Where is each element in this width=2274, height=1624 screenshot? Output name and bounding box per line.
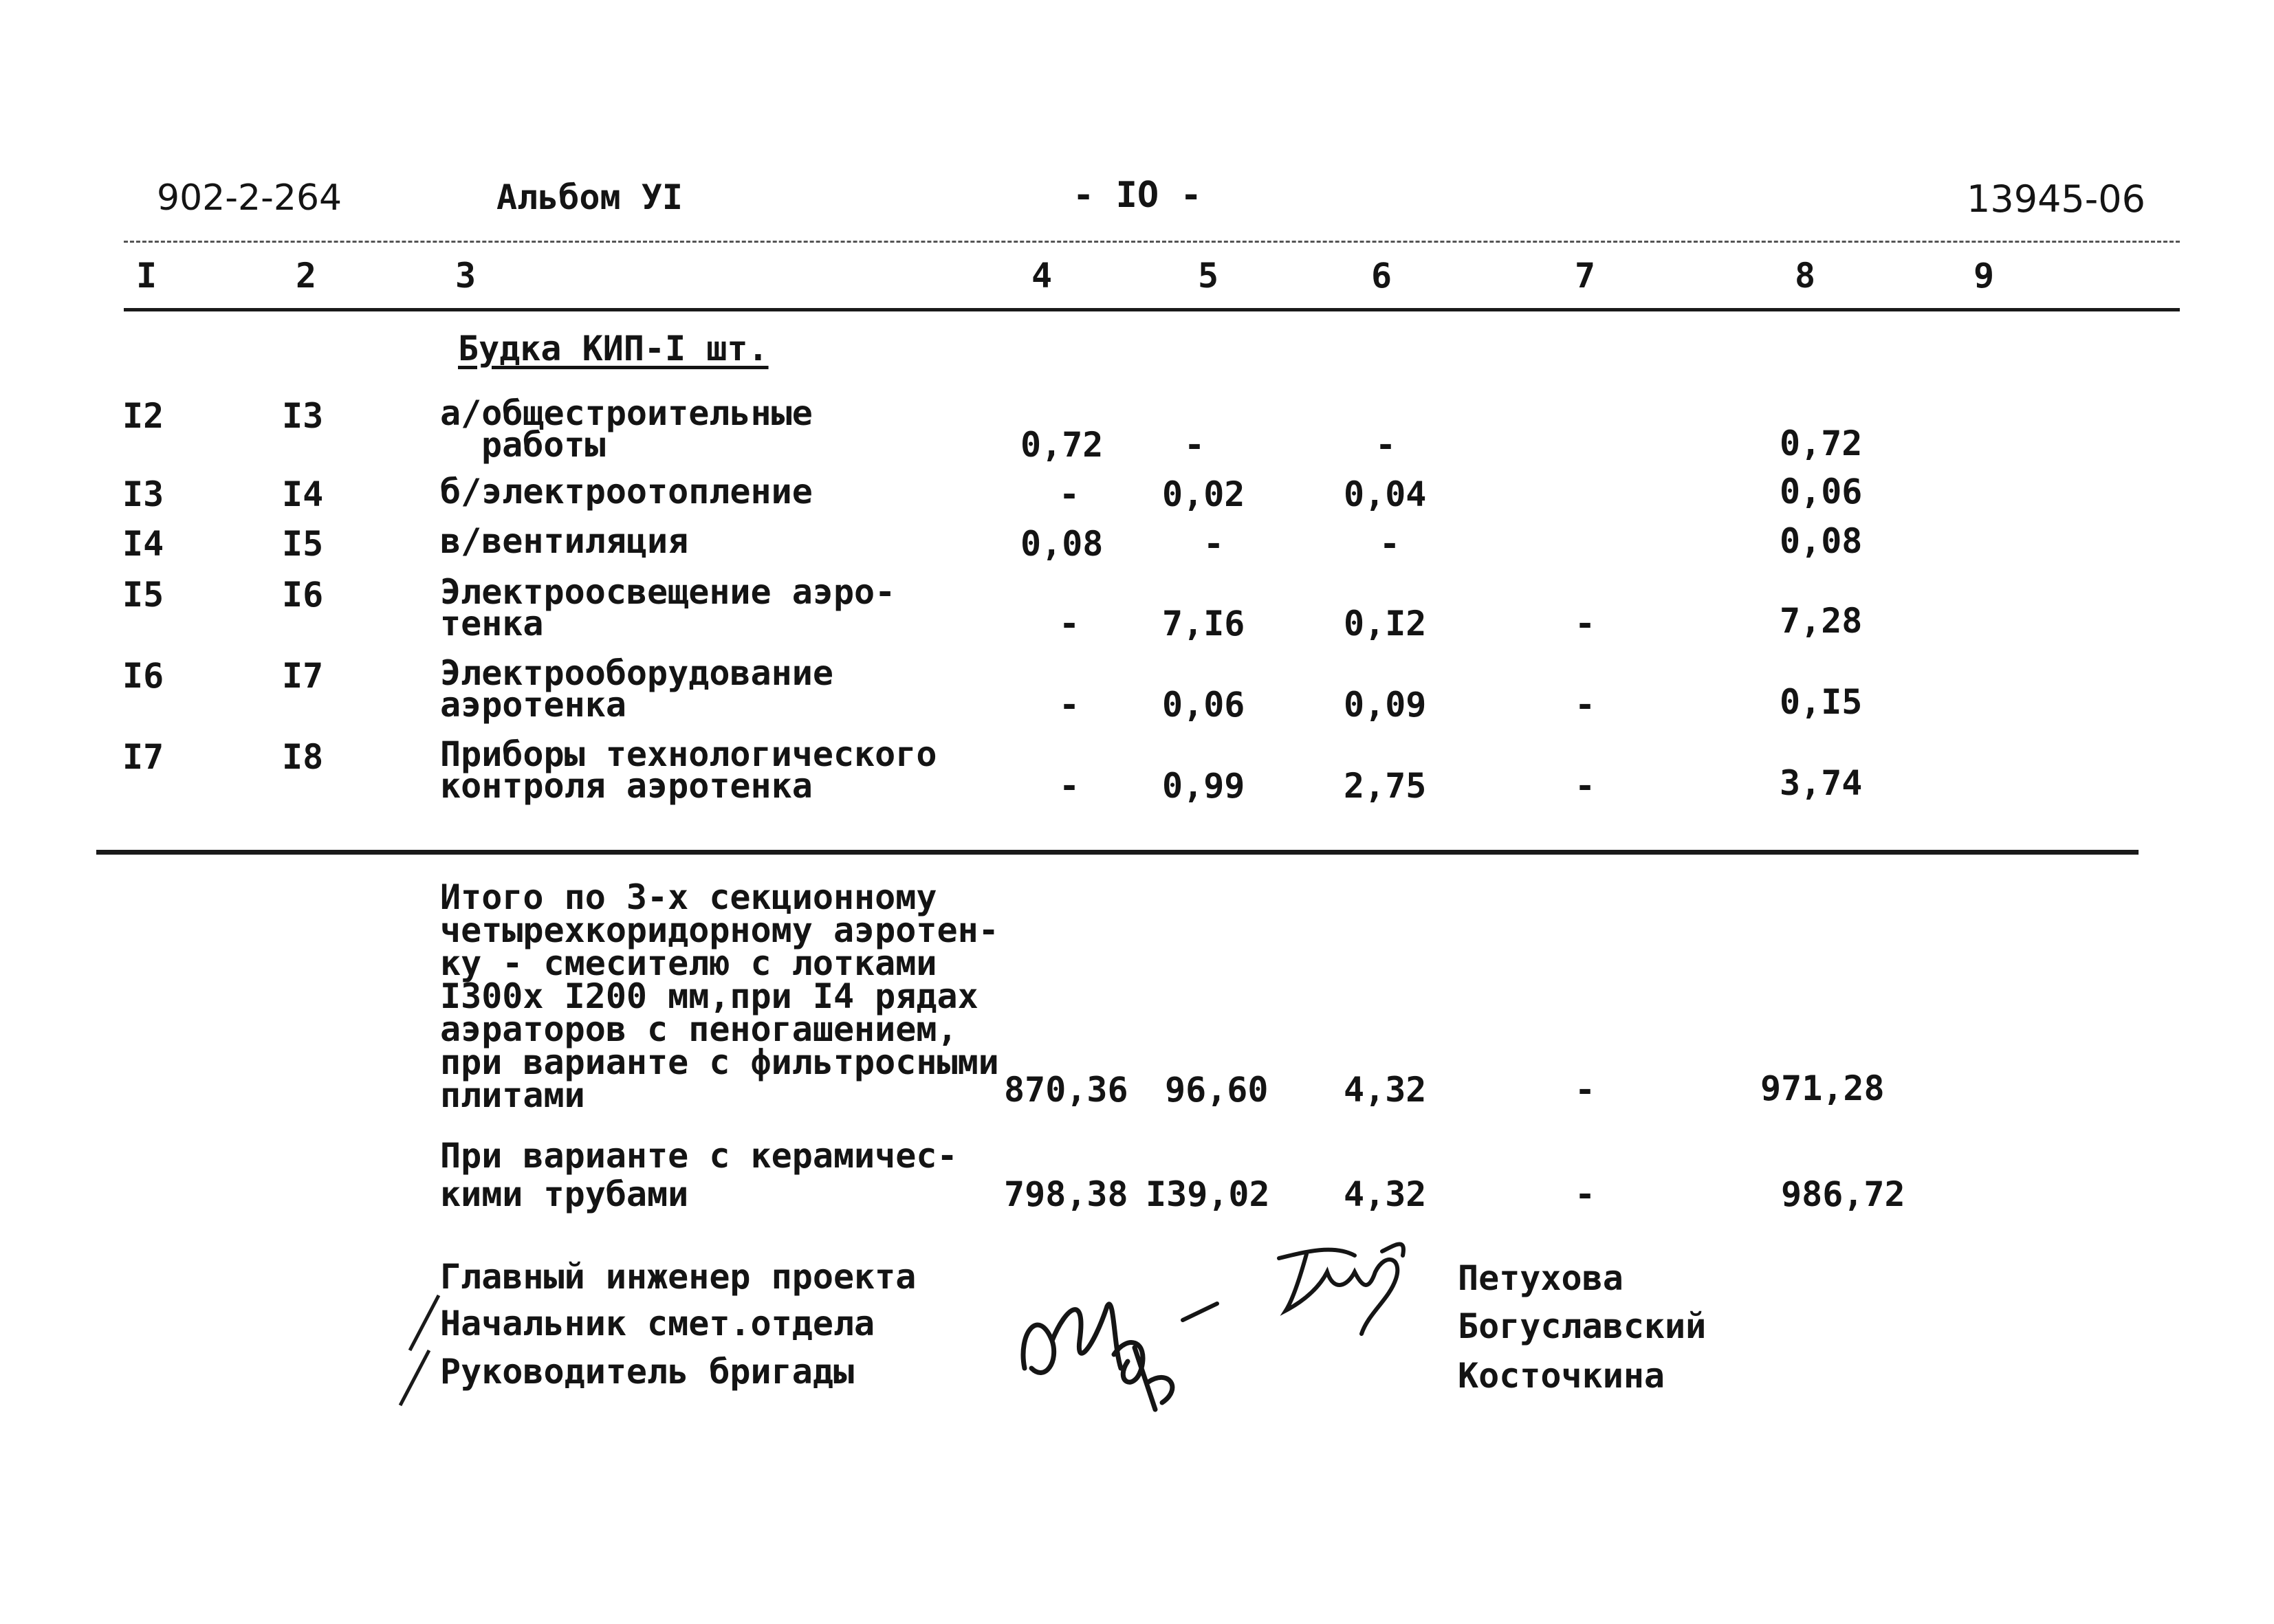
total-col7: - <box>1575 1070 1596 1110</box>
value-col4: 0,08 <box>1020 524 1104 564</box>
album-label: Альбом УI <box>496 177 683 217</box>
handwritten-signature <box>1011 1265 1217 1423</box>
item-number: I6 <box>282 575 324 615</box>
total-text-line: ку - смесителю с лотками <box>440 943 937 983</box>
total-col5: 96,60 <box>1165 1070 1269 1110</box>
signature-name: Косточкина <box>1458 1356 1665 1396</box>
doc-number: 902-2-264 <box>157 177 342 219</box>
value-col4: - <box>1059 474 1080 514</box>
value-col4: 0,72 <box>1020 425 1104 465</box>
value-col5: 7,I6 <box>1162 604 1245 644</box>
value-col4: - <box>1059 604 1080 644</box>
signature-role: Главный инженер проекта <box>440 1257 917 1297</box>
row-index: I4 <box>122 524 164 564</box>
signature-role: Руководитель бригады <box>440 1352 855 1392</box>
row-index: I5 <box>122 575 164 615</box>
item-name-line2: аэротенка <box>440 685 626 725</box>
value-col8: 0,08 <box>1780 521 1863 561</box>
column-number-8: 8 <box>1795 256 1816 296</box>
variant-col5: I39,02 <box>1146 1174 1270 1214</box>
total-text-line: плитами <box>440 1075 585 1115</box>
archive-number: 13945-06 <box>1967 177 2145 221</box>
signature-name: Петухова <box>1458 1258 1623 1298</box>
total-text-line: I300х I200 мм,при I4 рядах <box>440 976 979 1016</box>
variant-col8: 986,72 <box>1781 1174 1905 1214</box>
value-col8: 0,I5 <box>1780 682 1863 722</box>
item-number: I8 <box>282 737 324 777</box>
row-index: I7 <box>122 737 164 777</box>
signature-role: Начальник смет.отдела <box>440 1304 875 1343</box>
variant-col4: 798,38 <box>1004 1174 1128 1214</box>
value-col5: 0,99 <box>1162 766 1245 806</box>
row-index: I6 <box>122 656 164 696</box>
item-name-line2: контроля аэротенка <box>440 766 813 806</box>
value-col6: 2,75 <box>1344 766 1427 806</box>
column-number-3: 3 <box>455 256 477 296</box>
total-col6: 4,32 <box>1344 1070 1427 1110</box>
total-text-line: четырехкоридорному аэротен- <box>440 910 999 950</box>
variant-col6: 4,32 <box>1344 1174 1427 1214</box>
value-col7: - <box>1575 604 1596 644</box>
value-col8: 3,74 <box>1780 763 1863 803</box>
item-name-line1: б/электроотопление <box>440 472 813 512</box>
row-index: I2 <box>122 396 164 436</box>
check-mark-slash <box>406 1293 447 1354</box>
column-number-2: 2 <box>296 256 317 296</box>
value-col5: - <box>1203 524 1225 564</box>
header-divider-dotted <box>124 241 2180 243</box>
column-number-6: 6 <box>1371 256 1392 296</box>
value-col5: 0,02 <box>1162 474 1245 514</box>
item-number: I5 <box>282 524 324 564</box>
item-number: I3 <box>282 396 324 436</box>
value-col8: 0,06 <box>1780 472 1863 512</box>
value-col7: - <box>1575 685 1596 725</box>
signature-name: Богуславский <box>1458 1306 1707 1346</box>
variant-col7: - <box>1575 1174 1596 1214</box>
value-col5: - <box>1184 425 1205 465</box>
item-number: I4 <box>282 474 324 514</box>
value-col6: 0,04 <box>1344 474 1427 514</box>
section-title: Будка КИП-I шт. <box>458 329 769 369</box>
total-text-line: Итого по 3-х секционному <box>440 877 937 917</box>
item-name-line1: Приборы технологического <box>440 734 937 774</box>
item-name-line1: в/вентиляция <box>440 521 689 561</box>
total-col4: 870,36 <box>1004 1070 1128 1110</box>
value-col4: - <box>1059 766 1080 806</box>
value-col6: 0,I2 <box>1344 604 1427 644</box>
value-col8: 7,28 <box>1780 601 1863 641</box>
check-mark-slash <box>396 1348 437 1409</box>
variant-text-line: кими трубами <box>440 1174 689 1214</box>
column-number-7: 7 <box>1575 256 1596 296</box>
item-name-line2: работы <box>481 425 606 465</box>
table-bottom-rule <box>96 850 2139 855</box>
value-col6: - <box>1375 425 1397 465</box>
column-number-9: 9 <box>1974 256 1995 296</box>
column-header-underline <box>124 308 2180 311</box>
total-col8: 971,28 <box>1760 1068 1885 1108</box>
row-index: I3 <box>122 474 164 514</box>
value-col6: - <box>1379 524 1401 564</box>
variant-text-line: При варианте с керамичес- <box>440 1136 958 1176</box>
handwritten-signature <box>1265 1231 1417 1334</box>
value-col7: - <box>1575 766 1596 806</box>
value-col6: 0,09 <box>1344 685 1427 725</box>
item-name-line2: тенка <box>440 604 544 644</box>
column-number-4: 4 <box>1031 256 1053 296</box>
total-text-line: при варианте с фильтросными <box>440 1042 999 1082</box>
item-name-line1: а/общестроительные <box>440 393 813 433</box>
column-number-1: I <box>136 256 157 296</box>
total-text-line: аэраторов с пеногашением, <box>440 1009 958 1049</box>
value-col8: 0,72 <box>1780 424 1863 463</box>
item-number: I7 <box>282 656 324 696</box>
page-number: - IO - <box>1073 175 1202 216</box>
item-name-line1: Электроосвещение аэро- <box>440 572 896 612</box>
column-number-5: 5 <box>1198 256 1219 296</box>
item-name-line1: Электрооборудование <box>440 653 833 693</box>
value-col4: - <box>1059 685 1080 725</box>
value-col5: 0,06 <box>1162 685 1245 725</box>
